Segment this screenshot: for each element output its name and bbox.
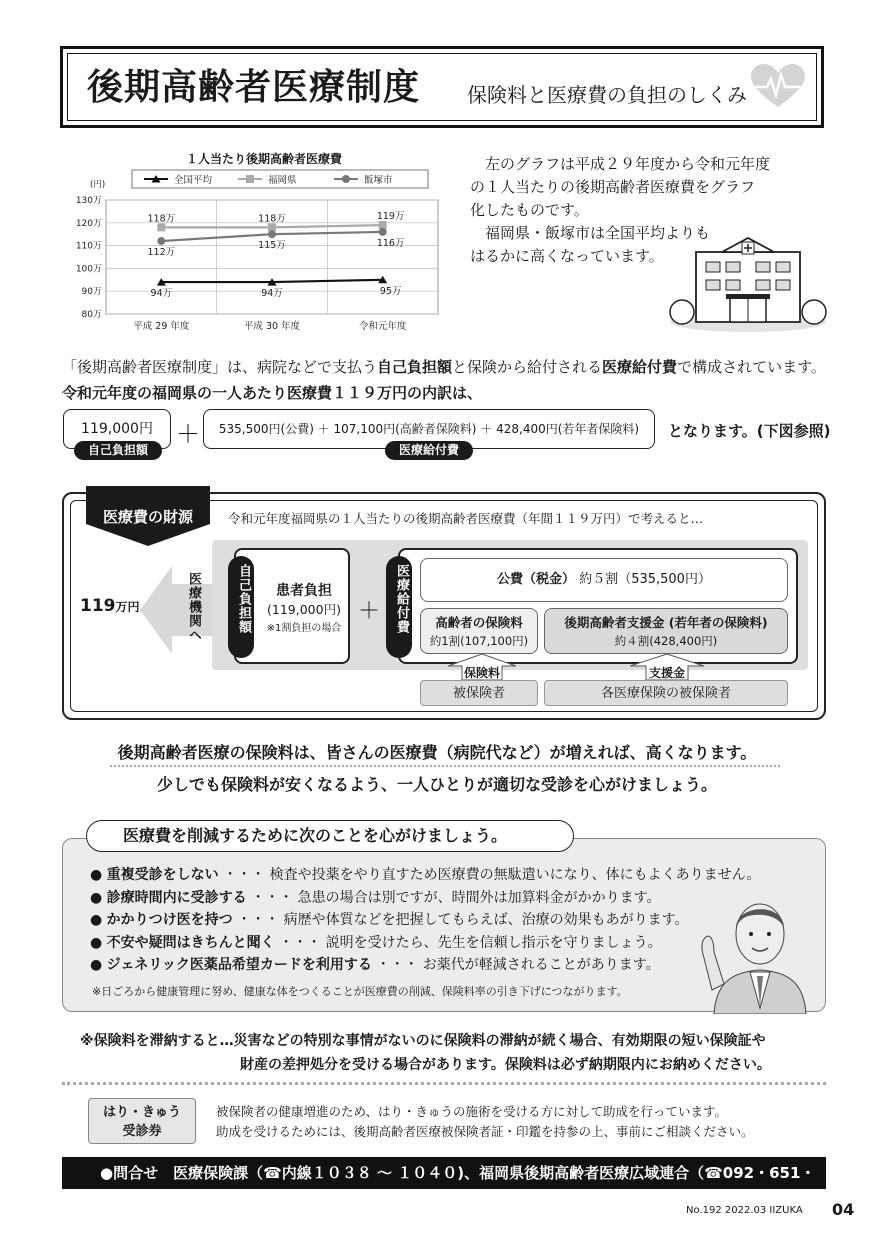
data-label: 118万	[258, 213, 286, 225]
legend-label: 飯塚市	[364, 175, 393, 186]
data-label: 116万	[376, 237, 405, 249]
page-number: 04	[832, 1200, 855, 1219]
tips-list	[90, 864, 760, 977]
page-subtitle: 保険料と医療費の負担のしくみ	[467, 83, 747, 107]
y-tick-label: 80万	[81, 310, 102, 320]
public-funds-box: 公費（税金） 約５割（535,500円）	[420, 558, 788, 602]
y-tick-label: 90万	[81, 287, 102, 298]
data-point	[379, 228, 387, 236]
tip-item: ● 診療時間内に受診する ・・・ 急患の場合は別ですが、時間外は加算料金がかかります。	[90, 889, 661, 906]
to-hospital-label: 医療機関へ	[186, 572, 201, 642]
data-label: 118万	[147, 213, 176, 225]
cost-line-chart	[62, 166, 442, 336]
acupuncture-line-2: 助成を受けるためには、後期高齢者医療被保険者証・印鑑を持参の上、事前にご相談ください。	[216, 1124, 754, 1139]
notice-line-2: 財産の差押処分を受ける場合があります。保険料は必ず納期限内にお納めください。	[240, 1057, 771, 1073]
data-label: 119万	[376, 211, 405, 223]
tip-item: ● 不安や疑問はきちんと聞く ・・・ 説明を受けたら、先生を信頼し指示を守りましょう。	[90, 934, 662, 951]
breakdown-tail: となります。(下図参照)	[668, 422, 831, 440]
heart-pulse-icon	[749, 63, 807, 109]
all-insured-box: 各医療保険の被保険者	[544, 680, 788, 706]
tips-title: 医療費を削減するために次のことを心がけましょう。	[86, 820, 574, 852]
premium-label: 保険料	[463, 666, 500, 680]
highlight-self-pay: 自己負担額	[377, 358, 453, 376]
data-label: 115万	[258, 240, 286, 252]
hospital-illustration	[668, 234, 828, 334]
y-tick-label: 120万	[75, 218, 102, 229]
data-label: 94万	[261, 288, 283, 300]
acupuncture-line-1: 被保険者の健康増進のため、はり・きゅうの施術を受ける方に対して助成を行っています。	[216, 1104, 728, 1119]
data-label: 95万	[379, 285, 402, 297]
chart-title: １人当たり後期高齢者医療費	[186, 152, 343, 166]
contact-bar: ●問合せ 医療保険課（☎内線１０３８ ～ １０４０)、福岡県後期高齢者医療広域連合（☎092・651・3111）	[62, 1157, 826, 1189]
y-tick-label: 110万	[75, 241, 102, 252]
x-tick-label: 令和元年度	[358, 321, 407, 332]
tip-item: ● ジェネリック医薬品希望カードを利用する ・・・ お薬代が軽減されることがあります。	[90, 957, 660, 973]
patient-note: ※1割負担の場合	[266, 623, 342, 634]
benefit-box: 535,500円(公費) ＋ 107,100円(高齢者保険料) ＋ 428,400円(若年者保険料)	[203, 409, 655, 449]
support-label: 支援金	[648, 666, 685, 680]
tip-item: ● かかりつけ医を持つ ・・・ 病歴や体質などを把握してもらえば、治療の効果もあがります。	[90, 912, 689, 928]
intro-line: の１人当たりの後期高齢者医療費をグラフ	[470, 178, 756, 196]
x-tick-label: 平成 29 年度	[133, 321, 190, 332]
elder-premium-box: 高齢者の保険料 約1割(107,100円)	[420, 608, 538, 654]
page-title: 後期高齢者医療制度	[87, 67, 421, 108]
plus-sign: ＋	[358, 599, 381, 624]
insured-box: 被保険者	[420, 680, 538, 706]
tips-note: ※日ごろから健康管理に努め、健康な体をつくることが医療費の削減、保険料率の引き下げにつながります。	[92, 985, 628, 998]
message-line-2: 少しでも保険料が安くなるよう、一人ひとりが適切な受診を心がけましょう。	[156, 775, 717, 794]
page-header	[60, 46, 824, 128]
y-axis-label: (円)	[90, 180, 106, 190]
total-cost: 119万円	[80, 596, 140, 616]
finance-tab-label: 医療費の財源	[102, 508, 193, 526]
data-point	[268, 223, 276, 231]
legend-marker	[342, 175, 350, 183]
x-tick-label: 平成 30 年度	[243, 321, 301, 332]
intro-line: 福岡県・飯塚市は全国平均よりも	[485, 224, 711, 242]
highlight-benefit: 医療給付費	[602, 358, 678, 376]
finance-caption: 令和元年度福岡県の１人当たりの後期高齢者医療費（年間１１９万円）で考えると…	[228, 511, 704, 526]
benefit-pill: 医療給付費	[385, 441, 473, 460]
left-arrow-icon	[140, 566, 222, 654]
plus-sign: ＋	[176, 420, 200, 448]
data-label: 94万	[150, 288, 173, 300]
legend-label: 全国平均	[174, 175, 213, 186]
data-point	[268, 230, 276, 238]
data-label: 112万	[147, 247, 176, 259]
doctor-illustration	[696, 888, 808, 1014]
data-point	[157, 237, 165, 245]
y-tick-label: 100万	[75, 264, 102, 275]
structure-sentence: 「後期高齢者医療制度」は、病院などで支払う自己負担額と保険から給付される医療給付費で構成されています。	[62, 358, 826, 376]
patient-title: 患者負担	[276, 583, 332, 599]
y-tick-label: 130万	[75, 196, 102, 206]
notice-line-1: ※保険料を滞納すると…災害などの特別な事情がないのに保険料の滞納が続く場合、有効期限の短い保険証や	[80, 1033, 766, 1049]
support-fund-box: 後期高齢者支援金 (若年者の保険料) 約４割(428,400円)	[544, 608, 788, 654]
self-pay-box: 119,000円	[63, 409, 171, 449]
data-point	[157, 223, 165, 231]
message-line-1: 後期高齢者医療の保険料は、皆さんの医療費（病院代など）が増えれば、高くなります。	[117, 743, 757, 762]
data-point	[379, 221, 387, 229]
intro-line: 化したものです。	[470, 201, 589, 219]
issue-info: No.192 2022.03 IIZUKA	[686, 1205, 803, 1216]
acupuncture-label: はり・きゅう 受診券	[88, 1098, 196, 1144]
self-pay-pill: 自己負担額	[74, 441, 162, 460]
divider	[110, 765, 780, 767]
intro-line: 左のグラフは平成２９年度から令和元年度	[485, 155, 771, 173]
legend-label: 福岡県	[268, 175, 297, 186]
patient-value: (119,000円)	[267, 602, 341, 617]
divider	[62, 1082, 826, 1085]
legend-marker	[246, 175, 254, 183]
tip-item: ● 重複受診をしない ・・・ 検査や投薬をやり直すため医療費の無駄遣いになり、体にもよくありません。	[90, 867, 761, 883]
intro-line: はるかに高くなっています。	[470, 247, 664, 265]
breakdown-intro: 令和元年度の福岡県の一人あたり医療費１１９万円の内訳は、	[62, 384, 483, 402]
